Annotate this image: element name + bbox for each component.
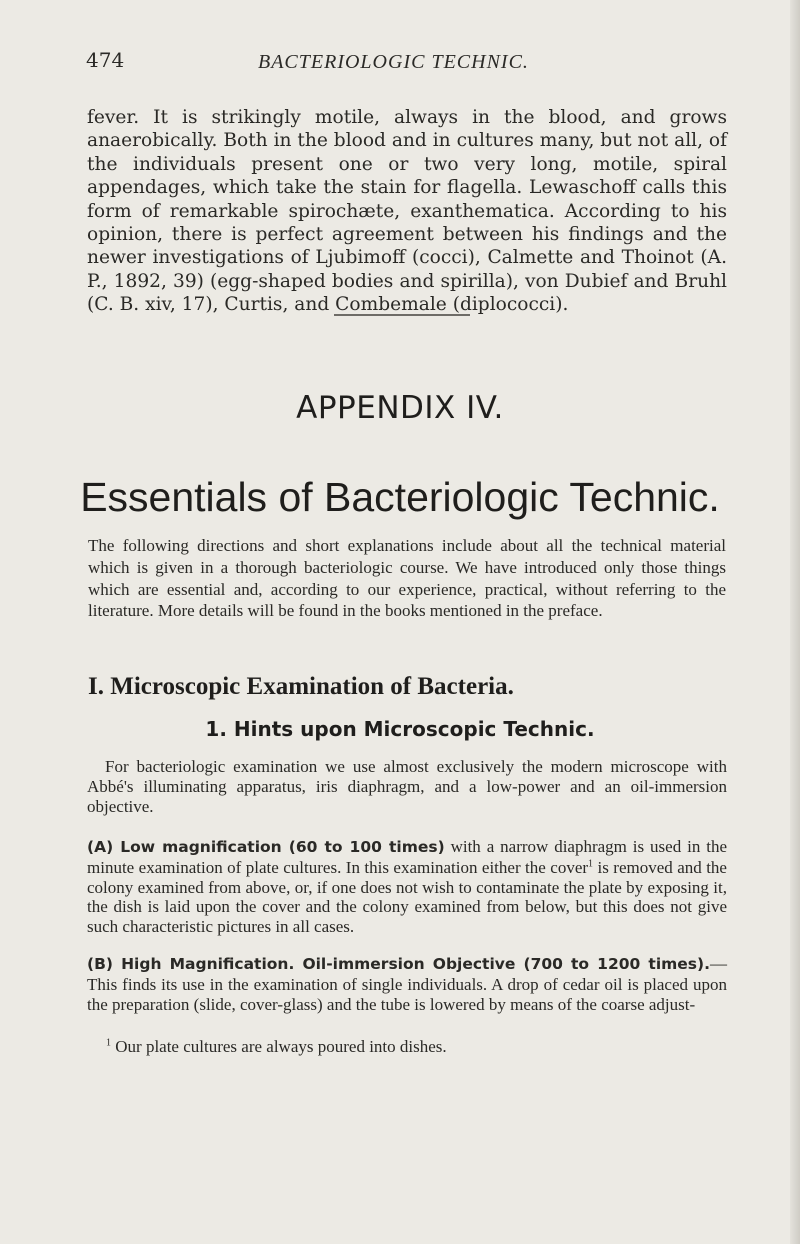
appendix-subtitle: Essentials of Bacteriologic Technic. <box>80 474 720 520</box>
running-head: BACTERIOLOGIC TECHNIC. <box>258 51 529 73</box>
high-magnification-text: —This finds its use in the examination of single individuals. A drop of cedar oil is placed upon the preparation (slide, cover-glass) and the tube is lowered by means of the coarse adjust- <box>87 954 727 1014</box>
body-paragraph: fever. It is strikingly motile, always in the blood, and grows anaerobically. Both in the blood and in cultures many, but not all, of the individuals present one or two very long, motile, spiral appendages, which take the stain for flagella. Lewaschoff calls this form of remarkable spirochæte, exanthematica. According to his opinion, there is perfect agreement between his findings and the newer investigations of Ljubimoff (cocci), Calmette and Thoinot (A. P., 1892, 39) (egg-shaped bodies and spirilla), von Dubief and Bruhl (C. B. xiv, 17), Curtis, and Combemale (diplococci). <box>87 107 727 316</box>
footnote <box>106 1037 447 1057</box>
low-magnification-label: (A) Low magnification (60 to 100 times) <box>87 838 445 856</box>
appendix-title: APPENDIX IV. <box>296 390 504 426</box>
paragraph-microscope: For bacteriologic examination we use almost exclusively the modern microscope with Abbé's illuminating apparatus, iris diaphragm, and a low-power and an oil-immersion objective. <box>87 757 727 816</box>
sub-heading: 1. Hints upon Microscopic Technic. <box>205 717 595 741</box>
footnote-reference: 1 <box>588 858 594 870</box>
footnote-text: Our plate cultures are always poured into dishes. <box>111 1037 447 1056</box>
page-number: 474 <box>86 48 125 72</box>
page-edge <box>790 0 800 1244</box>
low-magnification-text-b: is removed and the colony examined from above, or, if one does not wish to contaminate the plate by exposing it, the dish is laid upon the cover and the colony examined from below, but this does not give such characteristic pictures in all cases. <box>87 857 727 937</box>
section-divider <box>334 314 470 316</box>
footnote-mark: 1 <box>106 1037 111 1049</box>
section-heading: I. Microscopic Examination of Bacteria. <box>88 673 514 700</box>
paragraph-high-magnification <box>87 954 727 1014</box>
high-magnification-label: (B) High Magnification. Oil-immersion Objective (700 to 1200 times). <box>87 955 710 973</box>
low-magnification-text-a: with a narrow diaphragm is used in the minute examination of plate cultures. In this examination either the cover <box>87 837 727 877</box>
intro-paragraph: The following directions and short explanations include about all the technical material which is given in a thorough bacteriologic course. We have introduced only those things which are essential and, according to our experience, practical, without referring to the literature. More details will be found in the books mentioned in the preface. <box>88 536 726 621</box>
paragraph-low-magnification <box>87 837 727 937</box>
page-header <box>86 48 726 78</box>
